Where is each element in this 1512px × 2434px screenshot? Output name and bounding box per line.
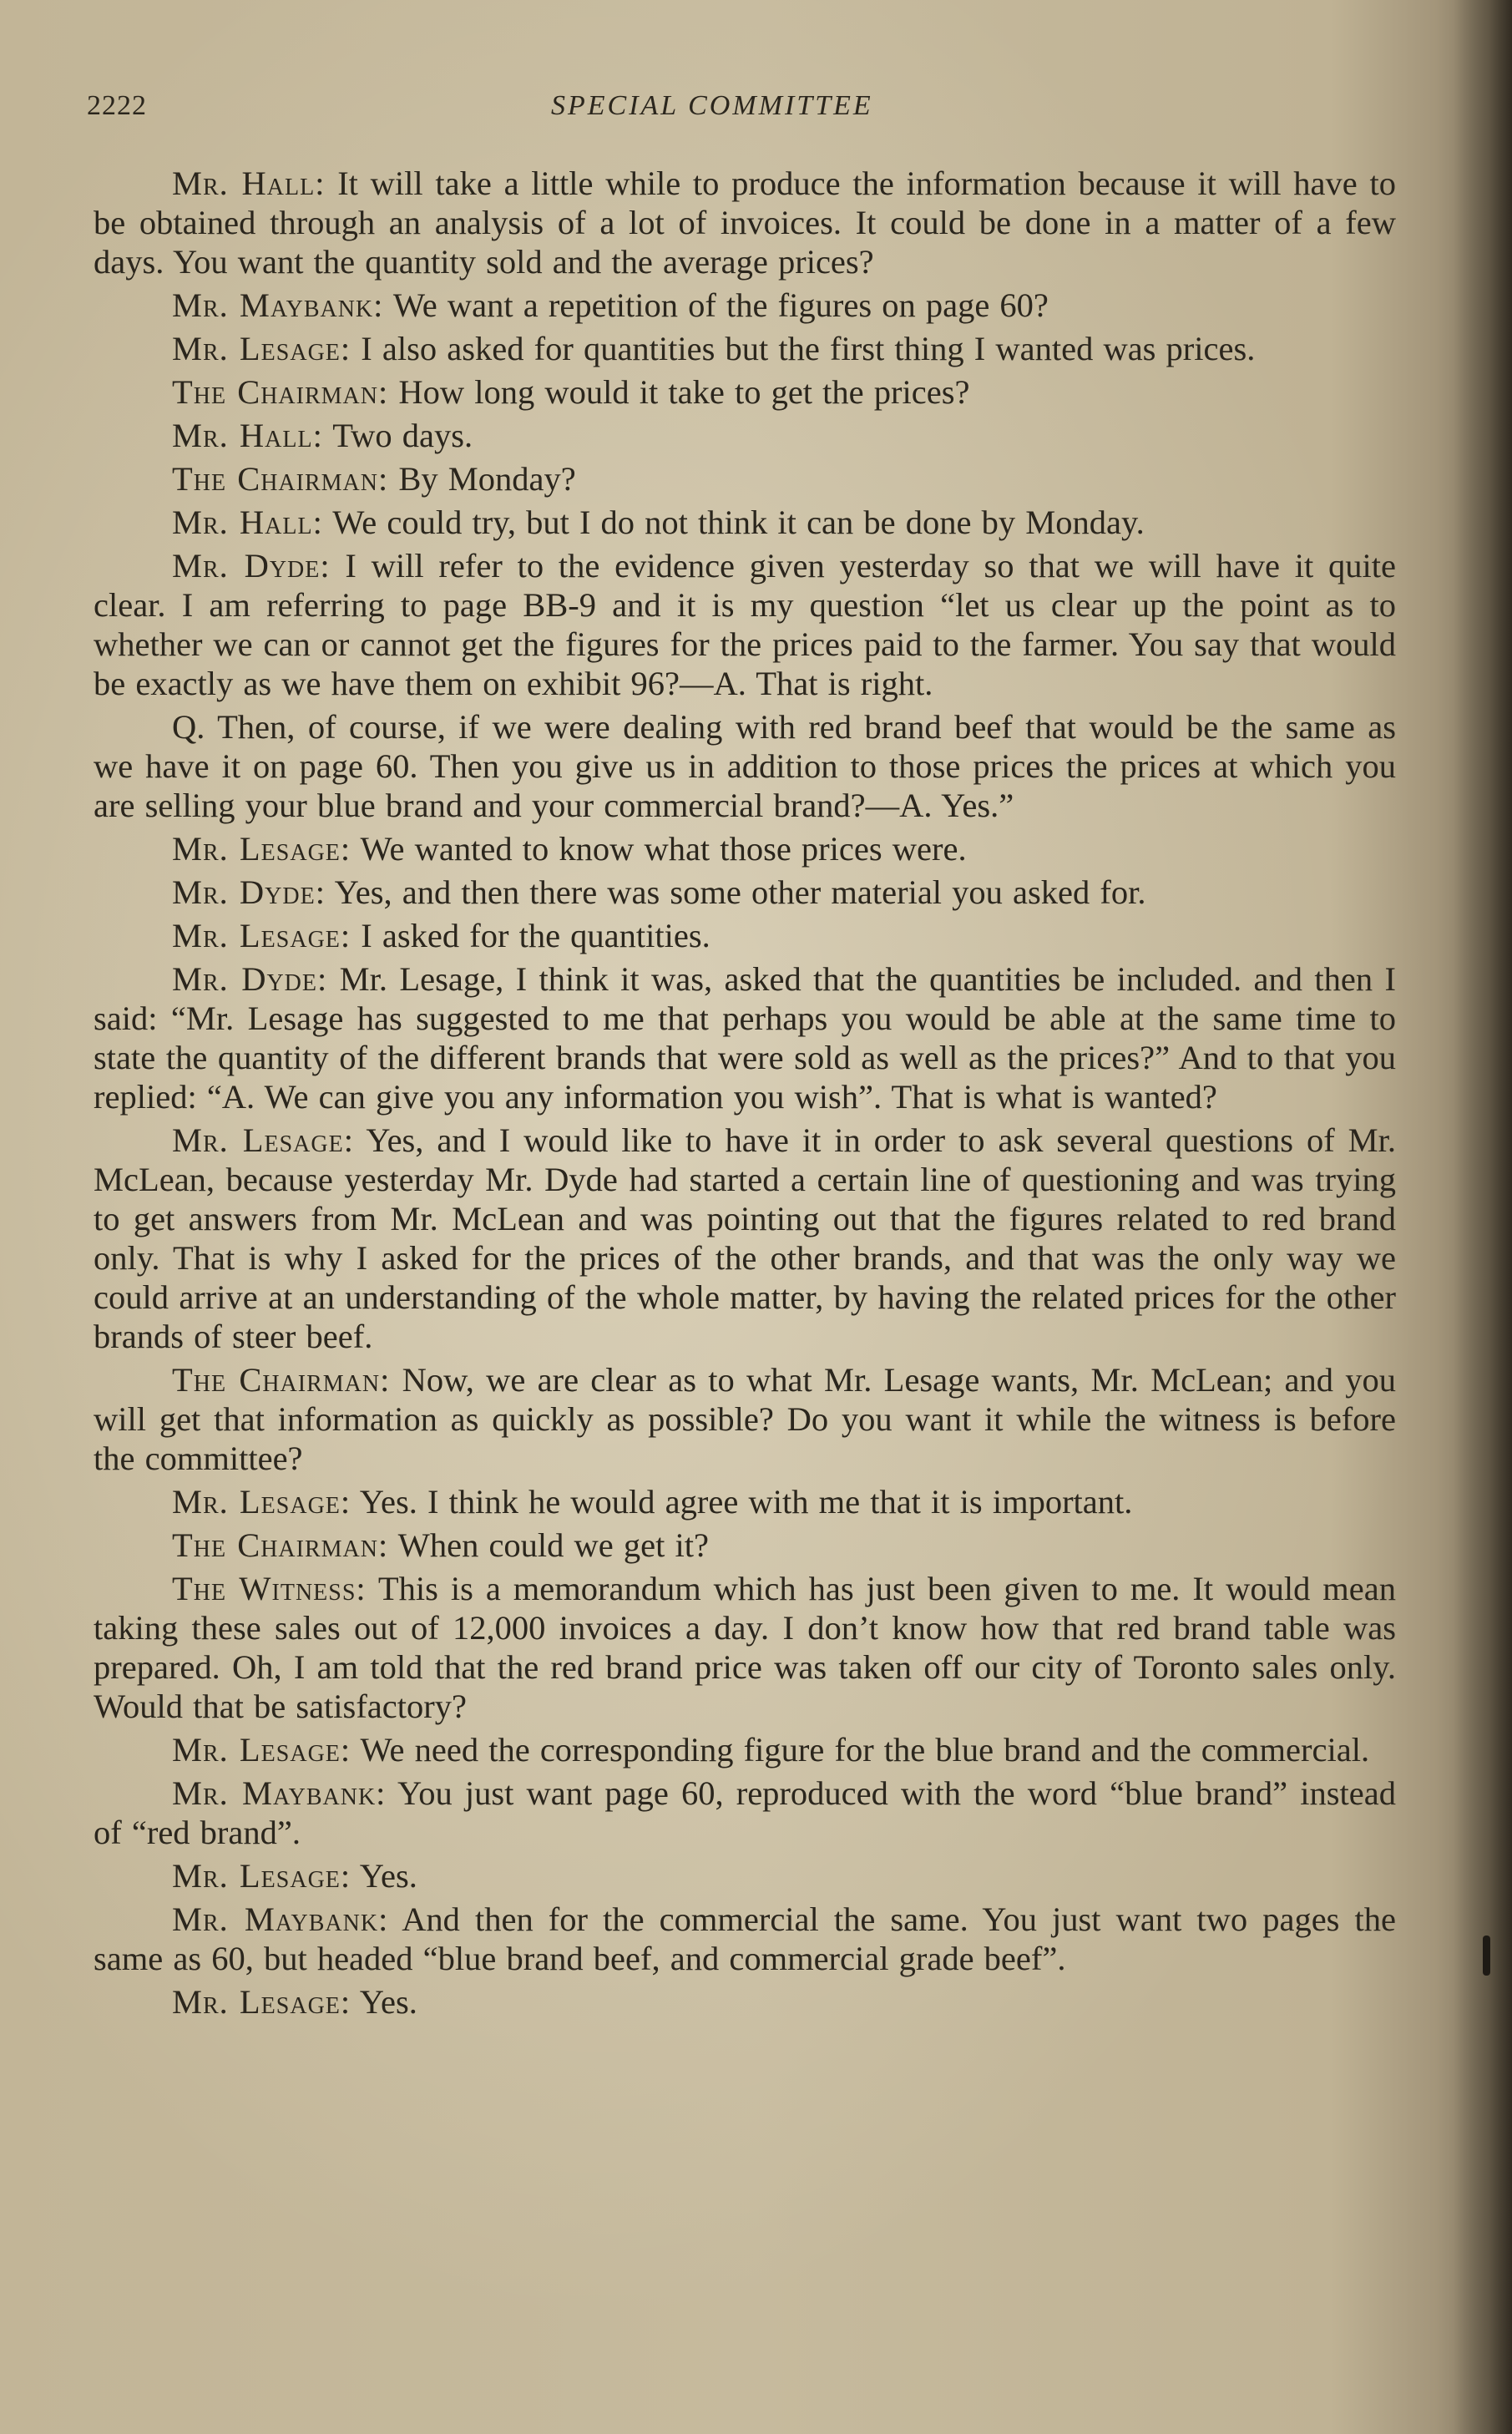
testimony-paragraph xyxy=(94,1482,1396,1521)
testimony-paragraph xyxy=(94,372,1396,412)
testimony-paragraph xyxy=(94,707,1396,825)
speaker-name: Mr. Lesage: xyxy=(172,1983,351,2021)
speech-text: You just want page 60, reproduced with the word “blue brand” instead of “red brand”. xyxy=(94,1774,1396,1851)
speech-text: And then for the commercial the same. You just want two pages the same as 60, but headed “blue brand beef, and commercial grade beef”. xyxy=(94,1900,1396,1977)
running-head: SPECIAL COMMITTEE xyxy=(551,90,873,121)
testimony-paragraph xyxy=(94,1360,1396,1478)
speech-text: It will take a little while to produce the information because it will have to be obtained through an analysis of a lot of invoices. It could be done in a matter of a few days. You want the quantity sold and the average prices? xyxy=(94,164,1396,281)
speaker-name: The Chairman: xyxy=(172,460,389,498)
testimony-paragraph xyxy=(94,873,1396,912)
testimony-paragraph xyxy=(94,546,1396,703)
speech-text: Yes. I think he would agree with me that it is important. xyxy=(351,1483,1133,1521)
speech-text: This is a memorandum which has just been given to me. It would mean taking these sales out of 12,000 invoices a day. I don’t know how that red brand table was prepared. Oh, I am told that the red brand price was taken off our city of Toronto sales only. Would that be satisfactory? xyxy=(94,1570,1396,1725)
speaker-name: The Chairman: xyxy=(172,373,389,411)
speech-text: We want a repetition of the figures on page 60? xyxy=(383,286,1049,324)
speaker-name: Mr. Lesage: xyxy=(172,917,351,954)
page-number: 2222 xyxy=(87,90,147,121)
speech-text: I will refer to the evidence given yesterday so that we will have it quite clear. I am referring to page BB-9 and it is my question “let us clear up the point as to whether we can or cannot get the figures for the prices paid to the farmer. You say that would be exactly as we have them on exhibit 96?—A. That is right. xyxy=(94,547,1396,702)
speech-text: Mr. Lesage, I think it was, asked that the quantities be included. and then I said: “Mr. Lesage has suggested to me that perhaps you would be able at the same time to state the quantity of the different brands that were sold as well as the prices?” And to that you replied: “A. We can give you any information you wish”. That is what is wanted? xyxy=(94,960,1397,1116)
testimony-paragraph xyxy=(94,1730,1396,1769)
speech-text: I also asked for quantities but the first thing I wanted was prices. xyxy=(351,330,1256,367)
testimony-paragraph xyxy=(94,829,1396,868)
testimony-paragraph xyxy=(94,1121,1396,1356)
testimony-paragraph xyxy=(94,1526,1396,1565)
speaker-name: The Witness: xyxy=(172,1570,367,1607)
page-edge-shadow xyxy=(1454,0,1512,2434)
transcript-body xyxy=(94,164,1396,2026)
speaker-name: Mr. Dyde: xyxy=(172,960,328,998)
testimony-paragraph xyxy=(94,916,1396,955)
speaker-name: The Chairman: xyxy=(172,1526,389,1564)
speech-text: Yes. xyxy=(351,1983,417,2021)
speech-text: When could we get it? xyxy=(388,1526,709,1564)
speaker-name: Mr. Lesage: xyxy=(172,330,351,367)
speech-text: Yes, and I would like to have it in order to ask several questions of Mr. McLean, because yesterday Mr. Dyde had started a certain line of questioning and was trying to get answers from Mr. McLean and was pointing out that the figures related to red brand only. That is why I asked for the prices of the other brands, and that was the only way we could arrive at an understanding of the whole matter, by having the related prices for the other brands of steer beef. xyxy=(94,1121,1396,1355)
speech-text: How long would it take to get the prices? xyxy=(388,373,970,411)
testimony-paragraph xyxy=(94,164,1396,281)
testimony-paragraph xyxy=(94,1856,1396,1895)
speaker-name: Mr. Lesage: xyxy=(172,1121,354,1159)
testimony-paragraph xyxy=(94,1774,1396,1852)
speaker-name: Mr. Hall: xyxy=(172,503,323,541)
speech-text: Now, we are clear as to what Mr. Lesage wants, Mr. McLean; and you will get that information as quickly as possible? Do you want it while the witness is before the committee? xyxy=(94,1361,1396,1477)
speech-text: Q. Then, of course, if we were dealing with red brand beef that would be the same as we have it on page 60. Then you give us in addition to those prices the prices at which you are selling your blue brand and your commercial brand?—A. Yes.” xyxy=(94,708,1396,824)
speech-text: By Monday? xyxy=(388,460,576,498)
speech-text: Yes, and then there was some other material you asked for. xyxy=(325,873,1146,911)
speaker-name: The Chairman: xyxy=(172,1361,391,1399)
testimony-paragraph xyxy=(94,1900,1396,1978)
speech-text: Two days. xyxy=(322,417,473,454)
speaker-name: Mr. Maybank: xyxy=(172,286,384,324)
speaker-name: Mr. Hall: xyxy=(172,164,326,202)
speech-text: I asked for the quantities. xyxy=(351,917,710,954)
speaker-name: Mr. Maybank: xyxy=(172,1774,387,1812)
speech-text: We need the corresponding figure for the blue brand and the commercial. xyxy=(351,1731,1370,1769)
speaker-name: Mr. Dyde: xyxy=(172,547,331,584)
testimony-paragraph xyxy=(94,503,1396,542)
page-header xyxy=(0,90,1512,132)
binding-mark xyxy=(1483,1936,1490,1976)
testimony-paragraph xyxy=(94,459,1396,498)
speaker-name: Mr. Lesage: xyxy=(172,1857,351,1895)
speaker-name: Mr. Lesage: xyxy=(172,1731,351,1769)
speech-text: We could try, but I do not think it can be done by Monday. xyxy=(322,503,1145,541)
testimony-paragraph xyxy=(94,416,1396,455)
speaker-name: Mr. Lesage: xyxy=(172,1483,351,1521)
testimony-paragraph xyxy=(94,329,1396,368)
speaker-name: Mr. Hall: xyxy=(172,417,323,454)
speech-text: Yes. xyxy=(351,1857,417,1895)
testimony-paragraph xyxy=(94,959,1396,1116)
testimony-paragraph xyxy=(94,286,1396,325)
speaker-name: Mr. Maybank: xyxy=(172,1900,389,1938)
speech-text: We wanted to know what those prices were. xyxy=(351,830,967,868)
speaker-name: Mr. Dyde: xyxy=(172,873,326,911)
testimony-paragraph xyxy=(94,1982,1396,2022)
speaker-name: Mr. Lesage: xyxy=(172,830,351,868)
testimony-paragraph xyxy=(94,1569,1396,1726)
